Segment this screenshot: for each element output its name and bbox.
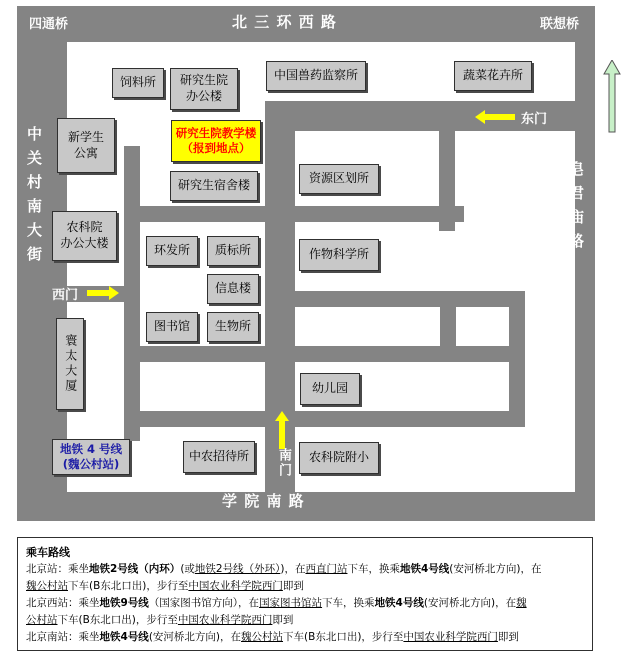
subway-line-label: 地铁 4 号线 [59,442,122,457]
route-text: 即到 [272,614,294,626]
bldg-xinxi [207,274,259,304]
route-line: 地铁2号线（内环） [89,563,181,575]
route-text: 下车，换乘 [347,563,400,575]
south-gate-arrow-icon [275,411,289,449]
route-destination: 中国农业科学院西门 [403,631,498,643]
bldg-graduate-office-label-1: 研究生院 [179,73,228,88]
corner-sitongqiao: 四通桥 [29,17,69,32]
north-arrow-icon [603,60,621,134]
route-line: 地铁2号线（外环） [194,563,281,575]
route-station: 魏公村站 [26,580,68,592]
bldg-shucai-label: 蔬菜花卉所 [462,68,523,83]
route-instructions [17,537,593,651]
subway-station-label: (魏公村站) [62,457,120,471]
gate-east-label: 东门 [521,112,548,127]
road-north-name: 北 三 环 西 路 [232,13,337,31]
bldg-graduate-dorm [170,171,258,201]
route-line-2 [26,578,584,595]
route-text: 下车(B东北口出)，步行至 [57,614,178,626]
bldg-zhibiao [207,236,259,266]
route-text: 下车(B东北口出)，步行至 [283,631,404,643]
bldg-new-student-apartment-label-2: 公寓 [73,145,98,160]
bldg-graduate-office [170,68,238,110]
bldg-teaching-building [171,120,261,162]
route-text: )，在 [280,563,306,575]
route-text: (或 [180,563,195,575]
route-destination: 中国农业科学院西门 [188,580,283,592]
bldg-primary-school-label: 农科院附小 [308,450,369,465]
route-station: 魏 [516,597,527,609]
bldg-zhibiao-label: 质标所 [214,243,251,258]
bldg-zuowu-label: 作物科学所 [308,247,369,262]
bldg-new-student-apartment-label-1: 新学生 [67,129,104,144]
road-south-block-top [265,291,525,307]
corner-lianxiangqiao: 联想桥 [540,17,580,32]
bldg-huantai-tower-label: 寰太大厦 [63,334,78,394]
west-gate-arrow-icon [87,286,119,300]
bldg-caas-office-label-1: 农科院 [66,220,103,235]
route-destination: 中国农业科学院西门 [177,614,273,626]
route-text: 北京站：乘坐 [26,563,89,575]
route-line: 地铁4号线 [399,563,450,575]
bldg-library [146,312,198,342]
bldg-siliao [112,68,164,98]
bldg-shouyao [266,61,366,91]
route-line: 地铁9号线 [99,597,149,609]
route-station: 国家图书馆站 [259,597,323,609]
route-text: 即到 [497,631,519,643]
gate-west-label: 西门 [52,288,79,303]
road-east-name: 皂君庙路 [567,161,585,257]
bldg-ziyuan-label: 资源区划所 [308,171,369,186]
route-line-3 [26,595,584,612]
bldg-shengwu [207,312,259,342]
route-text: （国家图书馆方向），在 [148,597,260,609]
route-text: 下车，换乘 [322,597,375,609]
road-east-block-mid [440,291,456,361]
road-south-name: 学 院 南 路 [222,492,305,510]
subway-station-box [52,439,130,475]
bldg-shengwu-label: 生物所 [214,319,251,334]
east-gate-arrow-icon [475,110,517,124]
route-line: 地铁4号线 [374,597,424,609]
road-south-block-middle [124,346,524,362]
route-heading: 乘车路线 [26,546,70,559]
campus-map [17,6,595,521]
bldg-guesthouse-label: 中农招待所 [188,449,249,464]
route-text: 即到 [282,580,304,592]
route-line-4 [26,612,584,629]
route-text: 北京南站：乘坐 [26,631,100,643]
bldg-huantai-tower [56,318,84,410]
route-station: 公村站 [26,614,58,626]
route-station: 西直门站 [305,563,348,575]
bldg-caas-office [52,211,117,261]
bldg-xinxi-label: 信息楼 [214,281,251,296]
bldg-caas-office-label-2: 办公大楼 [60,236,109,250]
route-text: (安河桥北方向)，在 [423,597,517,609]
bldg-zuowu [299,239,379,271]
bldg-siliao-label: 饲料所 [119,75,156,90]
route-text: (安河桥北方向)，在 [449,563,542,575]
bldg-shouyao-label: 中国兽药监察所 [273,68,358,83]
registration-point-label: （报到地点） [181,141,251,155]
road-west-name: 中关村南大街 [25,126,43,270]
route-text: 下车(B东北口出)，步行至 [68,580,189,592]
bldg-huanfa-label: 环发所 [153,243,190,258]
bldg-huanfa [146,236,198,266]
route-line-1 [26,561,584,578]
bldg-primary-school [299,442,379,474]
bldg-ziyuan [299,164,379,194]
bldg-graduate-office-label-2: 办公楼 [185,89,222,103]
bldg-guesthouse [183,441,255,473]
route-text: (安河桥北方向)，在 [148,631,242,643]
bldg-new-student-apartment [57,118,115,173]
route-station: 魏公村站 [241,631,284,643]
road-east-block-side [509,291,525,427]
bldg-library-label: 图书馆 [153,319,190,334]
route-line: 地铁4号线 [99,631,149,643]
road-east-inner [439,101,455,231]
route-text: 北京西站：乘坐 [26,597,100,609]
route-line-5 [26,629,584,646]
gate-south-label: 南门 [276,448,291,478]
bldg-graduate-dorm-label: 研究生宿舍楼 [177,178,250,193]
bldg-shucai [454,61,532,91]
bldg-teaching-building-label: 研究生院教学楼 [175,126,257,141]
bldg-kindergarten [300,373,360,405]
bldg-kindergarten-label: 幼儿园 [311,381,348,396]
road-south-inner [124,411,524,427]
